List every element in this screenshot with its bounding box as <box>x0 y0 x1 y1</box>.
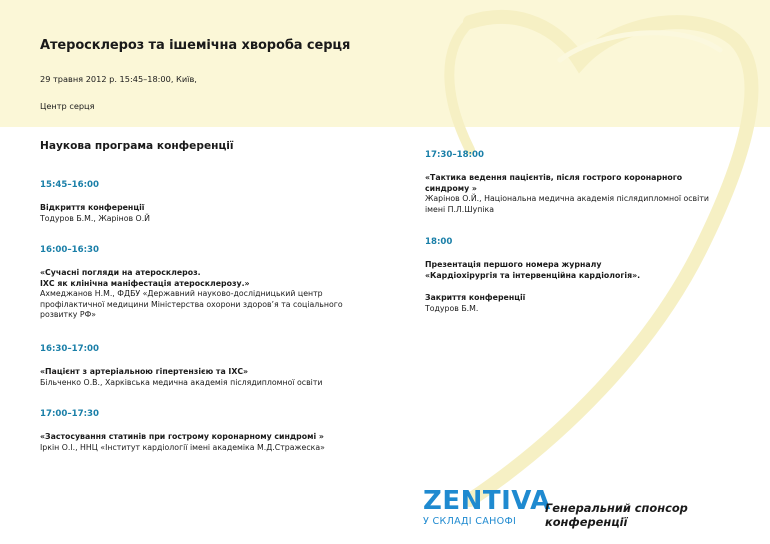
session-time: 15:45–16:00 <box>40 180 100 190</box>
date-line: 29 травня 2012 р. 15:45–18:00, Київ, <box>40 74 197 84</box>
conference-title: Атеросклероз та ішемічна хвороба серця <box>40 38 351 53</box>
session <box>40 180 360 224</box>
session-talk: синдрому » <box>425 183 477 193</box>
session-authors: імені П.Л.Шупіка <box>425 204 494 214</box>
session-time: 17:30–18:00 <box>425 150 485 160</box>
session <box>40 344 360 388</box>
venue: Центр серця <box>40 101 95 111</box>
session <box>40 245 360 321</box>
header-band <box>0 0 770 127</box>
session-time: 17:00–17:30 <box>40 409 100 419</box>
session-authors: Більченко О.В., Харківська медична академія післядипломної освіти <box>40 377 323 387</box>
session-talk: ІХС як клінічна маніфестація атеросклерозу.» <box>40 278 250 288</box>
session-talk: Закриття конференції <box>425 293 526 302</box>
session-talk: «Застосування статинів при гострому коронарному синдромі » <box>40 432 324 441</box>
session-authors: Жарінов О.Й., Національна медична академія післядипломної освіти <box>425 194 709 204</box>
session-authors: Іркін О.І., ННЦ «Інститут кардіології імені академіка М.Д.Стражеска» <box>40 442 325 452</box>
sponsor-label: Генеральний спонсор конференції <box>545 501 688 529</box>
session-talk: Відкриття конференції <box>40 203 145 212</box>
session-authors: профілактичної медицини Міністерства охорони здоров’я та соціального <box>40 299 343 309</box>
zentiva-logo <box>423 488 551 527</box>
session-authors: розвитку РФ» <box>40 310 97 320</box>
program-title: Наукова програма конференції <box>40 140 234 152</box>
session-talk: «Кардіохірургія та інтервенційна кардіологія». <box>425 270 641 280</box>
session-talk: Презентація першого номера журналу <box>425 260 602 269</box>
session <box>425 293 745 314</box>
session-time: 18:00 <box>425 237 453 247</box>
session <box>40 409 360 453</box>
session-talk: «Пацієнт з артеріальною гіпертензією та ІХС» <box>40 367 249 376</box>
logo-subtitle: У СКЛАДІ САНОФІ <box>423 516 517 527</box>
session-authors: Ахмеджанов Н.М., ФДБУ «Державний науково-дослідницький центр <box>40 289 323 299</box>
session-time: 16:30–17:00 <box>40 344 100 354</box>
session <box>425 237 745 281</box>
session-authors: Тодуров Б.М. <box>425 303 479 313</box>
session-time: 16:00–16:30 <box>40 245 100 255</box>
logo-name: ZENTIVA <box>423 486 551 516</box>
session <box>425 150 745 215</box>
session-authors: Тодуров Б.М., Жарінов О.Й <box>40 213 151 223</box>
session-talk: «Тактика ведення пацієнтів, після гострого коронарного <box>425 173 683 182</box>
session-talk: «Сучасні погляди на атеросклероз. <box>40 268 201 277</box>
